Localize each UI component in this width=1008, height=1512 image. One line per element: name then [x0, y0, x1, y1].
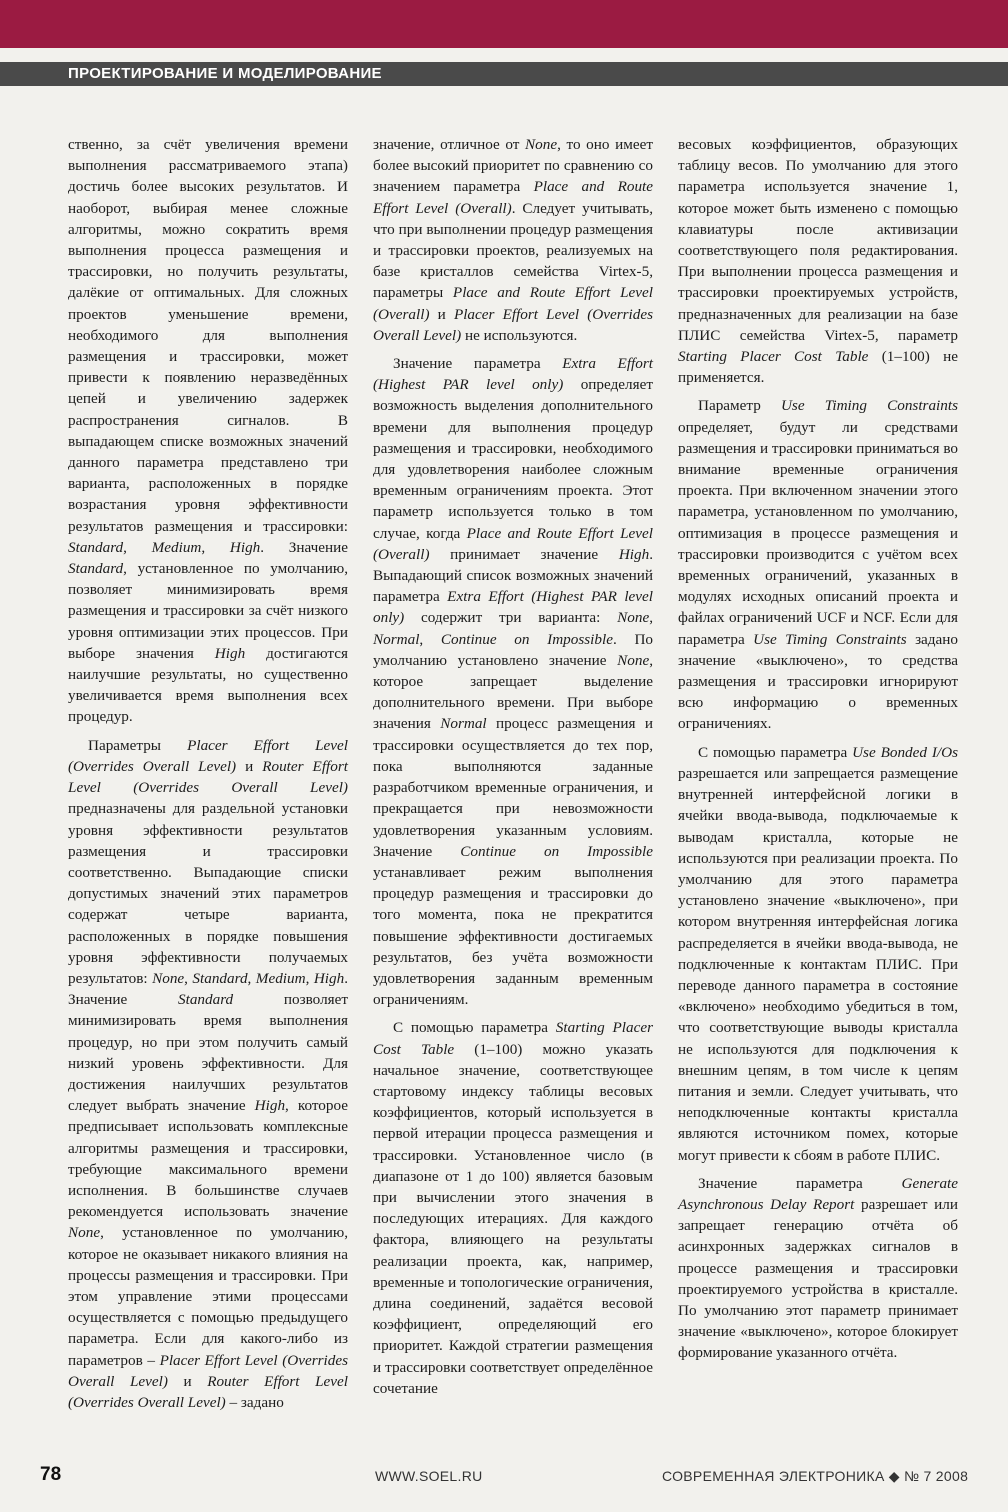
- parameter-name: None: [68, 1224, 101, 1242]
- parameter-name: Placer Effort Level (Overrides Overall Level): [68, 736, 348, 775]
- text-column-3: [678, 134, 958, 1364]
- paragraph: С помощью параметра Starting Placer Cost Table (1–100) можно указать начальное значение, соответствующее стартовому индексу таблицы весовых коэффициентов, который используется в первой итерации процесса размещения и трассировки. Установленное число (в диапазоне от 1 до 100) является базовым при вычислении этого значения в последующих итерациях. Для каждого фактора, влияющего на результаты реализации проекта, как, например, временные и топологические ограничения, длина соединений, задаётся весовой коэффициент, определяющий его приоритет. Каждой стратегии размещения и трассировки соответствует определённое сочетание: [373, 1019, 653, 1397]
- parameter-name: None: [152, 969, 185, 987]
- parameter-name: Continue on Impossible: [440, 630, 613, 648]
- top-accent-bar: [0, 0, 1008, 48]
- parameter-name: Standard: [178, 991, 234, 1009]
- parameter-name: Router Effort Level (Overrides Overall Level): [68, 1372, 348, 1411]
- parameter-name: Normal: [440, 715, 487, 733]
- parameter-name: Use Timing Constraints: [780, 397, 958, 415]
- parameter-name: None: [525, 136, 558, 153]
- parameter-name: Starting Placer Cost Table: [678, 348, 869, 366]
- text-column-2: [373, 134, 653, 1399]
- parameter-name: High: [618, 545, 650, 563]
- parameter-name: Generate Asynchronous Delay Report: [678, 1174, 958, 1213]
- footer-website: WWW.SOEL.RU: [375, 1468, 483, 1484]
- paragraph: Значение параметра Generate Asynchronous Delay Report разрешает или запрещает генерацию отчёта об асинхронных задержках сигналов в процессе размещения и трассировки проектируемого устройства в кристалле. По умолчанию этот параметр принимает значение «выключено», которое блокирует формирование указанного отчёта.: [678, 1174, 958, 1362]
- parameter-name: None: [617, 651, 650, 669]
- paragraph: ственно, за счёт увеличения времени выполнения рассматриваемого этапа) достичь более высоких результатов. И наоборот, выбирая менее сложные алгоритмы, можно сократить время выполнения процесса размещения и трассировки, но получить результаты, далёкие от оптимальных. Для сложных проектов уменьшение времени, необходимого для выполнения размещения и трассировки, может привести к появлению неразведённых цепей и увеличению задержек распространения сигналов. В выпадающем списке возможных значений данного параметра представлено три варианта, расположенных в порядке возрастания уровня эффективности результатов размещения и трассировки: Standard, Medium, High. Значение Standard, установленное по умолчанию, позволяет минимизировать время размещения и трассировки за счёт низкого уровня оптимизации этих процессов. При выборе значения High достигаются наилучшие результаты, но существенно увеличивается время выполнения всех процедур.: [68, 136, 348, 726]
- parameter-name: Router Effort Level (Overrides Overall Level): [68, 757, 348, 797]
- paragraph: Параметр Use Timing Constraints определяет, будут ли средствами размещения и трассировки приниматься во внимание временные ограничения проекта. При включенном значении этого параметра, установленном по умолчанию, оптимизация в процессе размещения и трассировки производится с учётом всех временных ограничений, указанных в модулях исходных описаний проекта и файлах ограничений UCF и NCF. Если для параметра Use Timing Constraints задано значение «выключено», то средства размещения и трассировки игнорируют всю информацию о временных ограничениях.: [678, 397, 959, 733]
- parameter-name: Use Bonded I/Os: [852, 743, 958, 761]
- parameter-name: Medium: [255, 969, 306, 987]
- paragraph: С помощью параметра Use Bonded I/Os разрешается или запрещается размещение внутренней интерфейсной логики в ячейки ввода-вывода, подключаемые к выводам кристалла, которые не используются при реализации проекта. По умолчанию для этого параметра установлено значение «выключено», при котором внутренняя интерфейсная логика распределяется в ячейки ввода-вывода, не подключенные к контактам ПЛИС. При переводе данного параметра в состояние «включено» необходимо убедиться в том, что соответствующие выводы кристалла не используются для подключения к внешним цепям, в том числе к цепям питания и земли. Следует учитывать, что неподключенные контакты кристалла являются источником помех, которые могут привести к сбоям в работе ПЛИС.: [678, 743, 958, 1164]
- section-header-strip: [0, 62, 1008, 86]
- parameter-name: Standard: [68, 560, 124, 578]
- parameter-name: Place and Route Effort Level (Overall): [373, 178, 653, 217]
- paragraph: значение, отличное от None, то оно имеет более высокий приоритет по сравнению со значением параметра Place and Route Effort Level (Overall). Следует учитывать, что при выполнении процедур размещения и трассировки проектов, реализуемых на базе кристаллов семейства Virtex-5, параметры Place and Route Effort Level (Overall) и Placer Effort Level (Overrides Overall Level) не используются.: [373, 136, 653, 344]
- parameter-name: Standard: [68, 538, 124, 556]
- paragraph: Параметры Placer Effort Level (Overrides Overall Level) и Router Effort Level (Overrides Overall Level) предназначены для раздельной установки уровня эффективности результатов размещения и трассировки соответственно. Выпадающие списки допустимых значений этих параметров содержат четыре варианта, расположенных в порядке повышения уровня эффективности получаемых результатов: None, Standard, Medium, High. Значение Standard позволяет минимизировать время выполнения процедур, но при этом получить самый низкий уровень эффективности. Для достижения наилучших результатов следует выбрать значение High, которое предписывает использовать комплексные алгоритмы размещения и трассировки, требующие максимального времени исполнения. В большинстве случаев рекомендуется использовать значение None, установленное по умолчанию, которое не оказывает никакого влияния на процессы размещения и трассировки. При этом управление этими процессами осуществляется с помощью предыдущего параметра. Если для какого-либо из параметров – Placer Effort Level (Overrides Overall Level) и Router Effort Level (Overrides Overall Level) – задано: [68, 736, 349, 1411]
- parameter-name: Place and Route Effort Level (Overall): [373, 524, 653, 563]
- footer-magazine-issue: СОВРЕМЕННАЯ ЭЛЕКТРОНИКА ◆ № 7 2008: [662, 1468, 969, 1484]
- parameter-name: Normal: [373, 630, 420, 648]
- section-title: ПРОЕКТИРОВАНИЕ И МОДЕЛИРОВАНИЕ: [68, 65, 382, 82]
- parameter-name: High: [254, 1097, 286, 1115]
- parameter-name: Placer Effort Level (Overrides Overall Level): [373, 305, 653, 344]
- parameter-name: Continue on Impossible: [460, 842, 653, 860]
- page-number: 78: [40, 1464, 62, 1485]
- parameter-name: Starting Placer Cost Table: [373, 1019, 653, 1058]
- parameter-name: Standard: [192, 969, 248, 987]
- parameter-name: Placer Effort Level (Overrides Overall Level): [68, 1351, 348, 1390]
- parameter-name: Medium: [151, 538, 202, 556]
- parameter-name: High: [229, 538, 261, 556]
- parameter-name: Extra Effort (Highest PAR level only): [373, 588, 653, 627]
- parameter-name: Use Timing Constraints: [753, 630, 907, 648]
- paragraph: весовых коэффициентов, образующих таблицу весов. По умолчанию для этого параметра используется значение 1, которое может быть изменено с помощью клавиатуры после активизации соответствующего поля редактирования. При выполнении процесса размещения и трассировки проектируемых устройств, предназначенных для реализации на базе ПЛИС семейства Virtex-5, параметр Starting Placer Cost Table (1–100) не применяется.: [678, 136, 958, 387]
- parameter-name: None: [617, 609, 650, 627]
- parameter-name: Extra Effort (Highest PAR level only): [373, 355, 653, 394]
- text-column-1: [68, 134, 348, 1413]
- paragraph: Значение параметра Extra Effort (Highest PAR level only) определяет возможность выделения дополнительного времени для выполнения процедур размещения и трассировки, необходимого для удовлетворения наиболее сложным временным ограничениям проекта. Этот параметр используется только в том случае, когда Place and Route Effort Level (Overall) принимает значение High. Выпадающий список возможных значений параметра Extra Effort (Highest PAR level only) содержит три варианта: None, Normal, Continue on Impossible. По умолчанию установлено значение None, которое запрещает выделение дополнительного времени. При выборе значения Normal процесс размещения и трассировки осуществляется до тех пор, пока выполняются заданные разработчиком временные ограничения, и прекращается при невозможности удовлетворения указанным условиям. Значение Continue on Impossible устанавливает режим выполнения процедур размещения и трассировки до того момента, пока не прекратится повышение эффективности достигаемых результатов, без учёта возможности удовлетворения заданным временным ограничениям.: [373, 355, 654, 1009]
- parameter-name: High: [214, 644, 246, 662]
- parameter-name: Place and Route Effort Level (Overall): [373, 284, 653, 323]
- parameter-name: High: [313, 969, 345, 987]
